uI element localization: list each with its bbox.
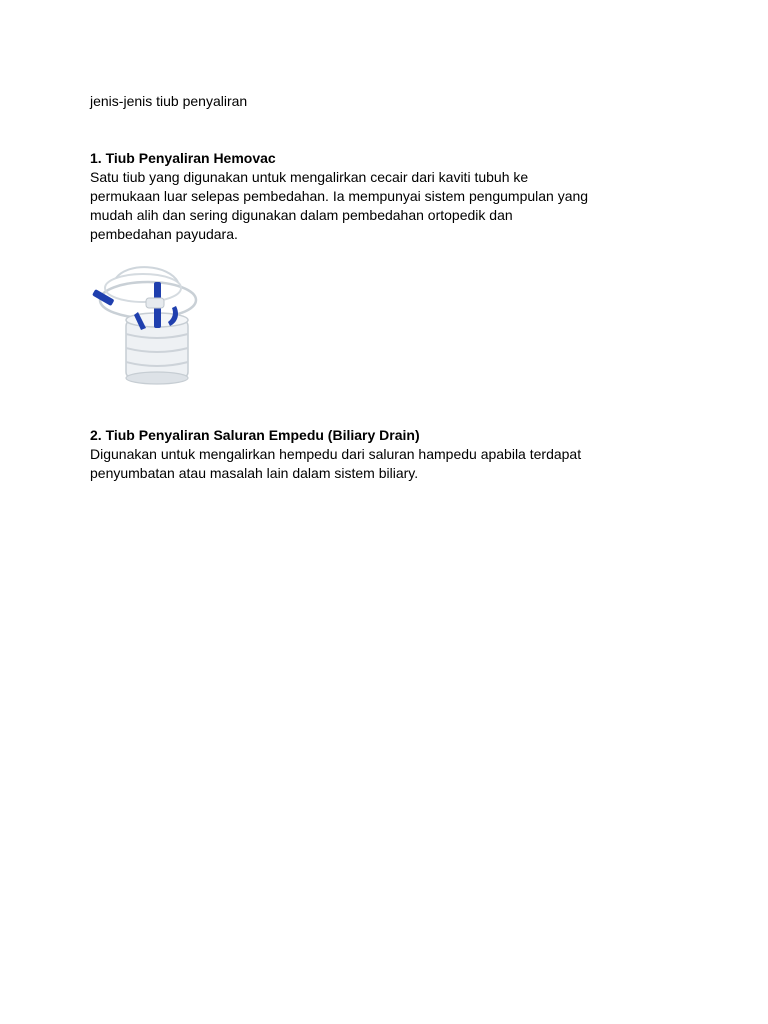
section-heading: 2. Tiub Penyaliran Saluran Empedu (Biliary Drain) [90,427,420,443]
section-body: Digunakan untuk mengalirkan hempedu dari saluran hampedu apabila terdapat penyumbatan atau masalah lain dalam sistem biliary. [90,446,582,481]
hemovac-drain-image [88,258,213,388]
document-title: jenis-jenis tiub penyaliran [90,93,248,109]
section-biliary-drain [90,426,590,483]
section-hemovac [90,149,590,244]
section-body: Satu tiub yang digunakan untuk mengalirkan cecair dari kaviti tubuh ke permukaan luar selepas pembedahan. Ia mempunyai sistem pengumpulan yang mudah alih dan sering digunakan dalam pembedahan ortopedik dan pembedahan payudara. [90,169,589,242]
section-heading: 1. Tiub Penyaliran Hemovac [90,150,276,166]
